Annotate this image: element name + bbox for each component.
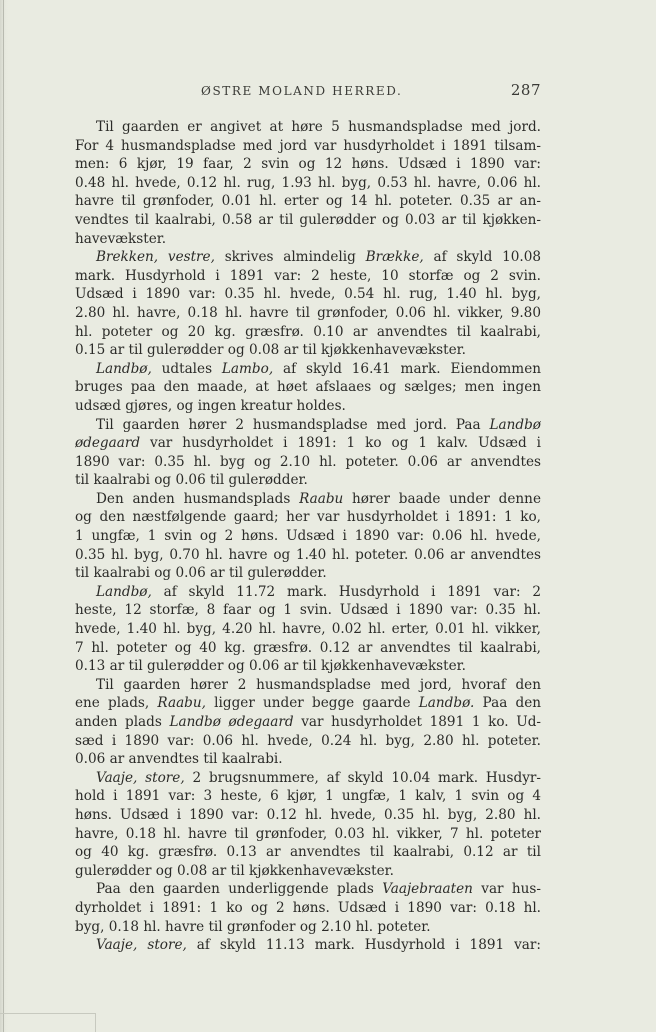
scan-binding-edge	[0, 0, 8, 1032]
text-line	[75, 211, 541, 230]
text-line	[75, 248, 541, 267]
text-line	[75, 843, 541, 862]
text-run: men: 6 kjør, 19 faar, 2 svin og 12 høns. Udsæd i 1890 var:	[75, 156, 541, 173]
italic-place-name: Landbø.	[418, 695, 475, 712]
text-run: 0.06 ar anvendtes til kaalrabi.	[75, 751, 283, 768]
text-line	[75, 825, 541, 844]
text-run: af skyld 11.13 mark. Husdyrhold i 1891 var:	[186, 937, 541, 954]
text-line	[75, 750, 541, 769]
text-line	[75, 880, 541, 899]
text-run: 0.13 ar til gulerødder og 0.06 ar til kjøkkenhavevækster.	[75, 658, 466, 675]
text-line	[75, 936, 541, 955]
text-run: gulerødder og 0.08 ar til kjøkkenhavevækster.	[75, 862, 394, 879]
italic-place-name: ødegaard	[75, 435, 141, 452]
text-run: var hus-	[472, 881, 541, 898]
text-line	[75, 490, 541, 509]
scan-corner-mark	[0, 1013, 96, 1032]
text-run: hører baade under denne	[343, 490, 541, 507]
italic-place-name: Brekken, vestre,	[96, 249, 215, 266]
italic-place-name: Vaajebraaten	[382, 881, 473, 898]
text-run: hold i 1891 var: 3 heste, 6 kjør, 1 ungfæ, 1 kalv, 1 svin og 4	[75, 788, 541, 805]
italic-place-name: Vaaje, store,	[96, 937, 187, 954]
italic-place-name: Landbø ødegaard	[169, 714, 294, 730]
italic-place-name: Vaaje, store,	[96, 769, 185, 786]
text-line	[75, 508, 541, 527]
italic-place-name: Landbø,	[96, 360, 152, 377]
text-run: 7 hl. poteter og 40 kg. græsfrø. 0.12 ar anvendtes til kaalrabi,	[75, 639, 541, 656]
text-run: til kaalrabi og 0.06 ar til gulerødder.	[75, 565, 327, 582]
text-run: Udsæd i 1890 var: 0.35 hl. hvede, 0.54 hl. rug, 1.40 hl. byg,	[75, 286, 541, 303]
text-line	[75, 434, 541, 453]
text-run: ene plads,	[75, 695, 158, 712]
text-line	[75, 453, 541, 472]
text-run: sæd i 1890 var: 0.06 hl. hvede, 0.24 hl. byg, 2.80 hl. poteter.	[75, 732, 541, 749]
text-run: dyrholdet i 1891: 1 ko og 2 høns. Udsæd i 1890 var: 0.18 hl.	[75, 899, 541, 916]
text-run: havevækster.	[75, 230, 167, 247]
text-line	[75, 341, 541, 360]
text-line	[75, 639, 541, 658]
italic-place-name: Raabu,	[157, 695, 206, 712]
text-line	[75, 862, 541, 881]
text-run: skrives almindelig	[214, 249, 366, 266]
text-line	[75, 787, 541, 806]
text-run: 0.15 ar til gulerødder og 0.08 ar til kjøkkenhavevækster.	[75, 342, 466, 359]
text-run: heste, 12 storfæ, 8 faar og 1 svin. Udsæd i 1890 var: 0.35 hl.	[75, 602, 541, 619]
text-line	[75, 267, 541, 286]
text-run: var husdyrholdet i 1891: 1 ko og 1 kalv. Udsæd i	[140, 435, 541, 452]
text-run: til kaalrabi og 0.06 til gulerødder.	[75, 472, 308, 489]
text-line	[75, 174, 541, 193]
text-run: 1 ungfæ, 1 svin og 2 høns. Udsæd i 1890 var: 0.06 hl. hvede,	[75, 528, 541, 545]
text-line	[75, 230, 541, 249]
text-line	[75, 657, 541, 676]
text-run: af skyld 16.41 mark. Eiendommen	[273, 360, 541, 377]
text-line	[75, 323, 541, 342]
italic-place-name: Landbø,	[96, 583, 152, 600]
text-run: høns. Udsæd i 1890 var: 0.12 hl. hvede, 0.35 hl. byg, 2.80 hl.	[75, 806, 541, 823]
text-line	[75, 416, 541, 435]
text-run: udtales	[151, 360, 222, 377]
text-run: Paa den gaarden underliggende plads	[96, 881, 383, 898]
text-line	[75, 527, 541, 546]
text-run: 0.48 hl. hvede, 0.12 hl. rug, 1.93 hl. byg, 0.53 hl. havre, 0.06 hl.	[75, 174, 541, 191]
italic-place-name: Brække,	[365, 249, 424, 266]
text-run: og 40 kg. græsfrø. 0.13 ar anvendtes til kaalrabi, 0.12 ar til	[75, 844, 541, 861]
italic-place-name: Lambo,	[221, 360, 274, 377]
text-line	[75, 137, 541, 156]
italic-place-name: Raabu	[299, 490, 344, 507]
text-line	[75, 285, 541, 304]
text-line	[75, 192, 541, 211]
text-run: byg, 0.18 hl. havre til grønfoder og 2.10 hl. poteter.	[75, 918, 431, 935]
text-run: Paa den	[474, 695, 541, 712]
text-run: udsæd gjøres, og ingen kreatur holdes.	[75, 397, 346, 414]
text-run: For 4 husmandspladse med jord var husdyrholdet i 1891 tilsam-	[75, 137, 541, 154]
text-run: hl. poteter og 20 kg. græsfrø. 0.10 ar anvendtes til kaalrabi,	[75, 323, 541, 340]
text-run: 1890 var: 0.35 hl. byg og 2.10 hl. poteter. 0.06 ar anvendtes	[75, 453, 541, 470]
text-run: 0.35 hl. byg, 0.70 hl. havre og 1.40 hl. poteter. 0.06 ar anvendtes	[75, 546, 541, 563]
running-header	[75, 81, 541, 104]
text-line	[75, 564, 541, 583]
running-title: ØSTRE MOLAND HERRED.	[201, 84, 403, 98]
text-line	[75, 601, 541, 620]
text-line	[75, 694, 541, 713]
text-line	[75, 806, 541, 825]
text-run: 2 brugsnummere, af skyld 10.04 mark. Husdyr-	[184, 769, 541, 786]
text-run: og den næstfølgende gaard; her var husdyrholdet i 1891: 1 ko,	[75, 509, 541, 526]
text-run: Til gaarden er angivet at høre 5 husmandspladse med jord.	[96, 119, 541, 135]
text-run: mark. Husdyrhold i 1891 var: 2 heste, 10 storfæ og 2 svin.	[75, 267, 541, 284]
text-line	[75, 118, 541, 137]
text-run: hvede, 1.40 hl. byg, 4.20 hl. havre, 0.02 hl. erter, 0.01 hl. vikker,	[75, 621, 541, 638]
text-line	[75, 583, 541, 602]
text-line	[75, 378, 541, 397]
text-line	[75, 732, 541, 751]
text-run: var husdyrholdet 1891 1 ko. Ud-	[293, 714, 541, 730]
text-run: havre, 0.18 hl. havre til grønfoder, 0.03 hl. vikker, 7 hl. poteter	[75, 825, 541, 842]
text-run: Til gaarden hører 2 husmandspladse med jord. Paa	[96, 416, 490, 433]
italic-place-name: Landbø	[489, 416, 541, 433]
text-run: af skyld 10.08	[423, 249, 541, 266]
text-run: ligger under begge gaarde	[205, 695, 419, 712]
text-line	[75, 397, 541, 416]
text-run: bruges paa den maade, at høet afslaaes og sælges; men ingen	[75, 379, 541, 396]
text-line	[75, 918, 541, 937]
text-line	[75, 676, 541, 695]
text-line	[75, 546, 541, 565]
text-run: Den anden husmandsplads	[96, 490, 300, 507]
text-line	[75, 155, 541, 174]
text-run: af skyld 11.72 mark. Husdyrhold i 1891 var: 2	[151, 583, 541, 600]
text-run: havre til grønfoder, 0.01 hl. erter og 14 hl. poteter. 0.35 ar an-	[75, 193, 541, 210]
text-line	[75, 713, 541, 732]
text-run: Til gaarden hører 2 husmandspladse med jord, hvoraf den	[96, 676, 541, 693]
body-text	[75, 118, 541, 955]
text-run: anden plads	[75, 714, 170, 730]
text-line	[75, 620, 541, 639]
text-line	[75, 360, 541, 379]
page-number: 287	[510, 81, 541, 99]
text-run: 2.80 hl. havre, 0.18 hl. havre til grønfoder, 0.06 hl. vikker, 9.80	[75, 304, 541, 321]
text-line	[75, 899, 541, 918]
text-run: vendtes til kaalrabi, 0.58 ar til gulerødder og 0.03 ar til kjøkken-	[75, 211, 541, 228]
text-line	[75, 471, 541, 490]
text-line	[75, 304, 541, 323]
text-line	[75, 769, 541, 788]
